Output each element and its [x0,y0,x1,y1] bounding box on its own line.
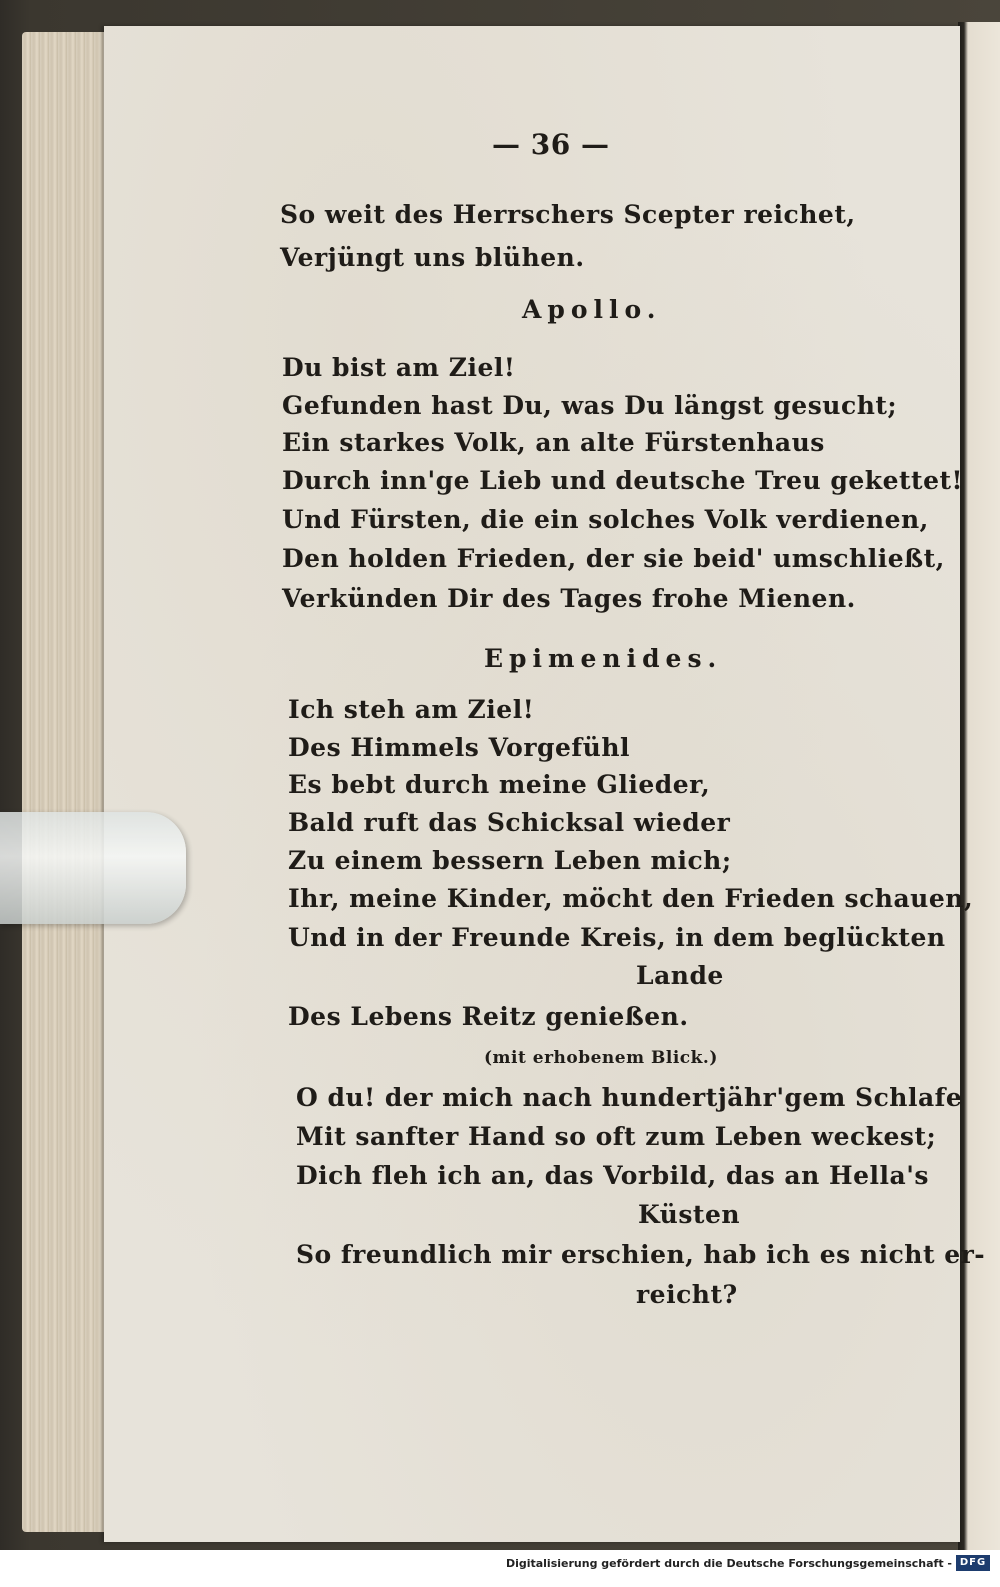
verse-line: Gefunden hast Du, was Du längst gesucht; [282,391,898,420]
verse-line-continuation: reicht? [636,1280,738,1309]
verse-line: So weit des Herrschers Scepter reichet, [280,200,856,229]
verse-line: Verkünden Dir des Tages frohe Mienen. [282,584,856,613]
dfg-logo: DFG [956,1555,990,1571]
verse-line: Mit sanfter Hand so oft zum Leben weckest; [296,1122,937,1151]
verse-line: Und in der Freunde Kreis, in dem beglückten [288,923,946,952]
verse-line: Bald ruft das Schicksal wieder [288,808,731,837]
verse-line: Ihr, meine Kinder, möcht den Frieden schauen, [288,884,974,913]
verse-line: Und Fürsten, die ein solches Volk verdienen, [282,505,929,534]
verse-line: Des Lebens Reitz genießen. [288,1002,689,1031]
verse-line: Dich fleh ich an, das Vorbild, das an Hella's [296,1161,929,1190]
verse-line-continuation: Küsten [638,1200,741,1229]
verse-line: Du bist am Ziel! [282,353,516,382]
stage-direction: (mit erhobenem Blick.) [484,1048,718,1068]
funding-credit: Digitalisierung gefördert durch die Deutsche Forschungsgemeinschaft - [505,1557,952,1570]
verse-line: Den holden Frieden, der sie beid' umschließt, [282,544,945,573]
verse-line: Ein starkes Volk, an alte Fürstenhaus [282,428,825,457]
verse-line: Des Himmels Vorgefühl [288,733,631,762]
verse-line: Ich steh am Ziel! [288,695,535,724]
verse-line: Durch inn'ge Lieb und deutsche Treu gekettet! [282,466,963,495]
verse-line: Zu einem bessern Leben mich; [288,846,732,875]
verse-line: O du! der mich nach hundertjähr'gem Schlafe [296,1083,963,1112]
verse-line-continuation: Lande [636,961,724,990]
verse-line: So freundlich mir erschien, hab ich es nicht er- [296,1240,986,1269]
speaker-name: Apollo. [522,295,662,324]
verse-line: Verjüngt uns blühen. [280,243,585,272]
page-number: — 36 — [492,128,610,161]
speaker-name: Epimenides. [484,644,723,673]
verse-line: Es bebt durch meine Glieder, [288,770,711,799]
